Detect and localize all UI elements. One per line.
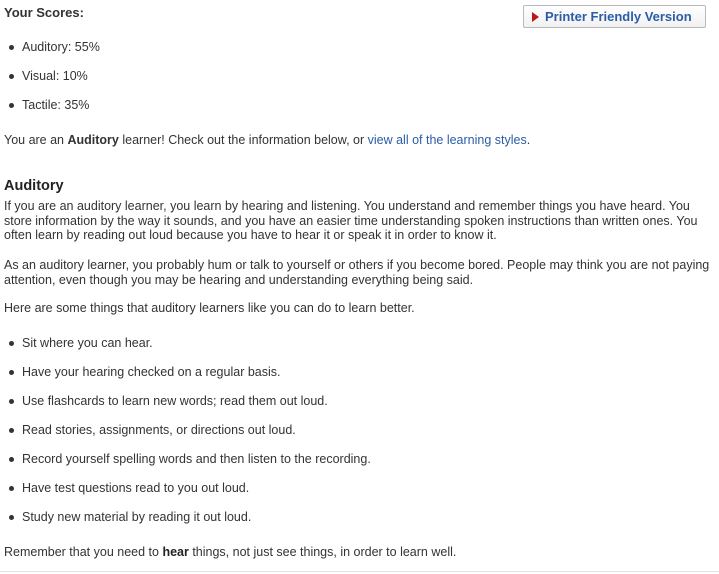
list-item: Read stories, assignments, or directions out loud. <box>4 423 371 452</box>
list-item: Use flashcards to learn new words; read them out loud. <box>4 394 371 423</box>
scores-heading: Your Scores: <box>4 5 84 20</box>
score-item-auditory: Auditory: 55% <box>4 40 100 69</box>
score-item-visual: Visual: 10% <box>4 69 100 98</box>
score-item-tactile: Tactile: 35% <box>4 98 100 127</box>
view-all-styles-link[interactable]: view all of the learning styles <box>367 133 527 147</box>
learner-middle: learner! Check out the information below, or <box>118 133 368 147</box>
tips-list <box>4 336 371 539</box>
printer-friendly-button[interactable] <box>523 5 706 28</box>
learner-prefix: You are an <box>4 133 68 147</box>
printer-friendly-label: Printer Friendly Version <box>545 9 692 24</box>
learner-suffix: . <box>526 133 531 147</box>
list-item: Sit where you can hear. <box>4 336 371 365</box>
list-item: Record yourself spelling words and then listen to the recording. <box>4 452 371 481</box>
learner-result <box>4 133 530 148</box>
paragraph-intro: If you are an auditory learner, you learn by hearing and listening. You understand and remember things you have heard. You store information by the way it sounds, and you have an easier time understanding spoken instructions than written ones. You often learn by reading out loud because you have to hear it or speak it in order to know it. <box>4 199 698 242</box>
paragraph-habits: As an auditory learner, you probably hum or talk to yourself or others if you become bored. People may think you are not paying attention, even though you may be hearing and understanding everything being said. <box>4 258 710 287</box>
score-list <box>4 40 100 127</box>
play-arrow-icon <box>532 12 539 22</box>
closing-suffix: things, not just see things, in order to learn well. <box>188 545 457 559</box>
divider <box>0 571 719 572</box>
section-title: Auditory <box>4 178 64 194</box>
closing-line <box>4 545 456 560</box>
closing-emphasis: hear <box>162 545 189 559</box>
learner-type: Auditory <box>67 133 119 147</box>
paragraph-tips-intro: Here are some things that auditory learners like you can do to learn better. <box>4 301 415 315</box>
closing-prefix: Remember that you need to <box>4 545 163 559</box>
list-item: Have your hearing checked on a regular basis. <box>4 365 371 394</box>
list-item: Have test questions read to you out loud. <box>4 481 371 510</box>
list-item: Study new material by reading it out loud. <box>4 510 371 539</box>
